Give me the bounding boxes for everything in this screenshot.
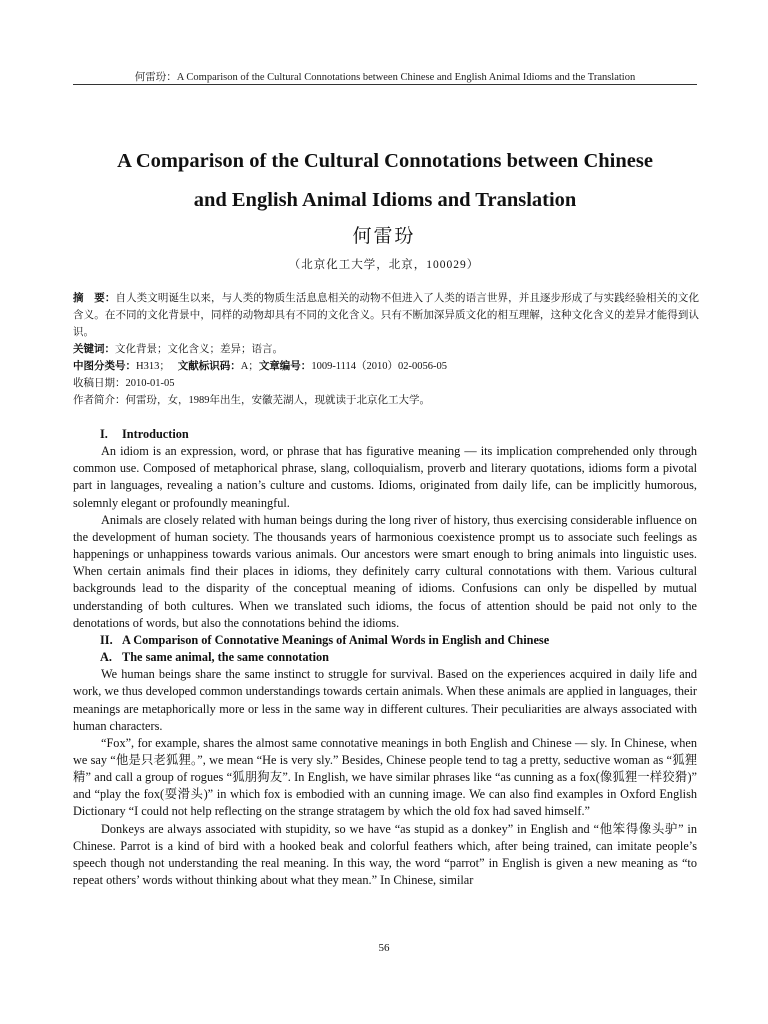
clc-label: 中图分类号： — [73, 361, 136, 372]
paragraph: Animals are closely related with human beings during the long river of history, thus exercising considerable influence on the development of human society. The thousands years of harmonious coexistence prompt us to associate such feelings as happenings or unhappiness towards various animals. Our ancestors were smart enough to bring animals into linguistic uses. When certain animals find their places in idioms, they definitely carry cultural connotations with them. Various cultural backgrounds lead to the disparity of the conceptual meaning of idioms. Confusions can only be dispelled by mutual understanding of both cultures. When we translated such idioms, the focus of attention should be paid not only to the denotations of words, but also the connotations behind the idioms. — [73, 512, 697, 630]
received-label: 收稿日期： — [73, 378, 126, 389]
running-head: 何雷玢：A Comparison of the Cultural Connotations between Chinese and English Animal Idioms and the Translation — [134, 72, 636, 83]
received-date — [73, 375, 699, 392]
front-matter — [73, 290, 699, 409]
keywords — [73, 341, 699, 358]
article-body — [73, 426, 697, 889]
paragraph: We human beings share the same instinct to struggle for survival. Based on the experiences acquired in daily life and work, we thus developed common understandings towards certain animals. When these animals are applied in languages, their meanings are metaphorically more or less in the same way in different cultures. Their peculiarities are always associated with human characters. — [73, 667, 697, 733]
author-bio — [73, 392, 699, 409]
paragraph: Donkeys are always associated with stupidity, so we have “as stupid as a donkey” in English and “他笨得像头驴” in Chinese. Parrot is a kind of bird with a hooked beak and colorful feathers which, after being trained, can imitate people’s speech though not understanding the real meaning. In this way, the word “parrot” in English is given a new meaning as “to repeat others’ words without thinking about what they mean.” In Chinese, similar — [73, 821, 697, 888]
section-heading-comparison — [73, 632, 697, 649]
title-line-1: A Comparison of the Cultural Connotations between Chinese — [117, 150, 653, 172]
subsection-title: The same animal, the same connotation — [122, 650, 329, 665]
article-no-value: 1009-1114（2010）02-0056-05 — [311, 361, 448, 372]
article-no-label: 文章编号： — [258, 361, 312, 372]
subsection-number: A. — [100, 650, 112, 665]
header-rule — [73, 84, 697, 85]
paper-title — [40, 142, 730, 220]
section-number: II. — [100, 632, 113, 647]
section-heading-introduction — [73, 426, 697, 443]
title-line-2: and English Animal Idioms and Translation — [193, 189, 577, 211]
abstract-text: 自人类文明诞生以来，与人类的物质生活息息相关的动物不但进入了人类的语言世界，并且逐步形成了与实践经验相关的文化含义。在不同的文化背景中，同样的动物却具有不同的文化含义。只有不断加深异质文化的相互理解，这种文化含义的差异才能得到认识。 — [73, 293, 700, 338]
section-title: A Comparison of Connotative Meanings of Animal Words in English and Chinese — [122, 632, 550, 647]
doc-code-value: A； — [240, 361, 259, 372]
bio-text: 何雷玢，女，1989年出生，安徽芜湖人，现就读于北京化工大学。 — [125, 395, 430, 406]
classification-line — [73, 358, 699, 375]
section-number: I. — [100, 427, 108, 441]
keywords-text: 文化背景；文化含义；差异；语言。 — [115, 344, 283, 355]
bio-label: 作者简介： — [73, 395, 126, 406]
doc-code-label: 文献标识码： — [177, 361, 241, 372]
page-number: 56 — [378, 942, 390, 954]
abstract — [73, 290, 699, 341]
author-name: 何雷玢 — [352, 226, 416, 247]
subsection-heading — [73, 649, 697, 666]
section-title: Introduction — [122, 427, 189, 441]
clc-value: H313； — [136, 361, 170, 372]
paragraph: An idiom is an expression, word, or phrase that has figurative meaning — its implication comprehended only through common use. Composed of metaphorical phrase, slang, colloquialism, proverb and literary quotations, idioms form a pivotal part in languages, revealing a nation’s culture and customs. Idioms, originated from daily life, can be implicitly humorous, solemnly elegant or profoundly meaningful. — [73, 444, 697, 510]
received-value: 2010-01-05 — [125, 378, 175, 389]
paragraph: “Fox”, for example, shares the almost same connotative meanings in both English and Chinese — sly. In Chinese, when we say “他是只老狐狸。”, we mean “He is very sly.” Besides, Chinese people tend to tag a pretty, seductive woman as “狐狸精” and call a group of rogues “狐朋狗友”. In English, we have similar phrases like “as cunning as a fox(像狐狸一样狡猾)” and “play the fox(耍滑头)” in which fox is embodied with an cunning image. We can also find examples in Oxford English Dictionary “I could not help reflecting on the strange stratagem by which the old fox had saved himself.” — [73, 735, 697, 819]
affiliation: （北京化工大学，北京，100029） — [288, 259, 480, 271]
keywords-label: 关键词： — [73, 344, 115, 355]
abstract-label: 摘 要： — [73, 293, 116, 304]
